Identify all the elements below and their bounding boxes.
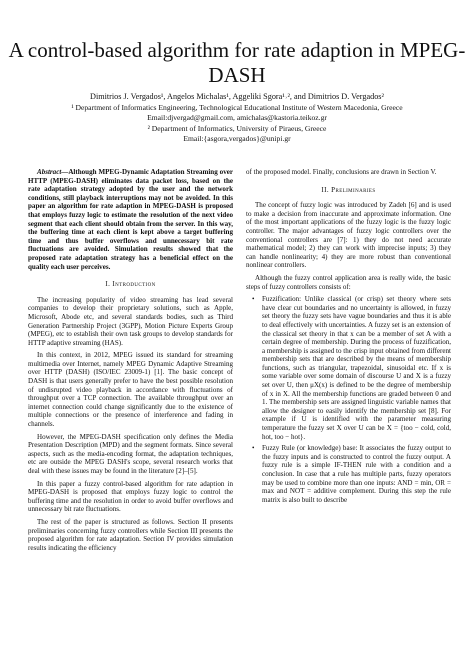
abstract — [28, 168, 233, 271]
paragraph: In this paper a fuzzy control-based algorithm for rate adaption in MPEG-DASH is proposed that employs fuzzy logic to control the buffering time and the resolution in order to avoid buffer overflows and unnecessary bit rate fluctuations. — [28, 479, 233, 514]
list-item-text: Fuzzification: Unlike classical (or crisp) set theory where sets have clear cut boundaries and no uncertainty is allowed, in fuzzy set theory the fuzzy sets have vague boundaries and thus it is able to deal effectively with uncertainties. A fuzzy set is an extension of the classical set theory in that x can be a member of set A with a certain degree of membership. During the process of fuzzification, a membership is assigned to the crisp input obtained from different membership sets that are described by the means of membership functions, such as triangular, trapezoidal, sinusoidal etc. If x is some variable over some domain of discourse U and X is a fuzzy set over U, then μX(x) is defined to be the degree of membership of x in X. All the membership functions are graded between 0 and 1. The membership sets are assigned linguistic variable names that allow the designer to easily identify the membership set [8]. For example if U is identified with the parameter measuring temperature the fuzzy set X over U can be X = {too − cold, cold, hot, too − hot}. — [262, 295, 451, 441]
paragraph: The increasing popularity of video streaming has lead several companies to develop their proprietary solutions, such as Apple, Microsoft, Abode etc, and several standards bodies, such as Third Generation Partnership Project (3GPP), Motion Picture Experts Group (MPEG), etc to establish their own task groups to develop standards for HTTP adaptive streaming (HAS). — [28, 295, 233, 347]
list-item — [246, 295, 451, 441]
section-heading-introduction: I. Introduction — [105, 280, 156, 289]
bullet-icon: • — [252, 295, 255, 304]
paragraph: The concept of fuzzy logic was introduced by Zadeh [6] and is used to make a decision from inaccurate and approximate information. One of the most important applications of the fuzzy logic is the fuzzy logic controller. The major advantages of fuzzy logic controllers over the conventional controllers are [7]: 1) they do not need accurate mathematical model; 2) they can work with imprecise inputs; 3) they can handle nonlinearity; 4) they are more robust than conventional nonlinear controllers. — [246, 201, 451, 270]
email-2: Email:{asgora,vergados}@unipi.gr — [183, 133, 291, 143]
paragraph: The rest of the paper is structured as follows. Section II presents preliminaries concerning fuzzy controllers while Section III presents the proposed algorithm for rate adaptation. Section IV provides simulation results indicating the efficiency — [28, 517, 233, 552]
affiliation-1: ¹ Department of Informatics Engineering, Technological Educational Institute of Western Macedonia, Greece — [71, 103, 403, 113]
paragraph: of the proposed model. Finally, conclusions are drawn in Section V. — [246, 168, 437, 176]
bullet-list — [246, 295, 451, 504]
paragraph: Although the fuzzy control application area is really wide, the basic steps of fuzzy controllers consists of: — [246, 273, 451, 291]
abstract-lead: Abstract — [37, 168, 62, 176]
abstract-text: —Although MPEG-Dynamic Adaptation Streaming over HTTP (MPEG-DASH) eliminates data packet loss, based on the rate adaptation strategy adopted by the user and the network conditions, still playback interruptions may not be avoided. In this paper an algorithm for rate adaption in MPEG-DASH is proposed that employs fuzzy logic to estimate the resolution of the next video segment that each client should obtain from the server. In this way, the buffering time at each client is kept above a target buffering time and thus buffer overflows and unnecessary bit rate fluctuations are avoided. Simulation results showed that the proposed rate adaptation strategy has a beneficial effect on the quality each user perceives. — [28, 168, 233, 271]
list-item-text: Fuzzy Rule (or knowledge) base: It associates the fuzzy output to the fuzzy inputs and is constructed to control the fuzzy output. A fuzzy rule is a simple IF-THEN rule with a condition and a conclusion. In case that a rule has multiple parts, fuzzy operators may be used to combine more than one inputs: AND = min, OR = max and NOT = additive complement. During this step the rule matrix is also built to describe — [262, 444, 451, 504]
paragraph: However, the MPEG-DASH specification only defines the Media Presentation Description (MPD) and the segment formats. Since several aspects, such as the media-encoding format, the adaptation techniques, etc are outside the MPEG DASH's scope, several research works that deal with these issues may be found in the literature [2]–[5]. — [28, 432, 233, 475]
email-1: Email:djvergad@gmail.com, amichalas@kastoria.teikoz.gr — [147, 113, 327, 123]
list-item — [246, 444, 451, 504]
right-column — [246, 168, 451, 507]
paragraph: In this context, in 2012, MPEG issued its standard for streaming multimedia over Internet, namely MPEG Dynamic Adaptive Streaming over HTTP (DASH) (ISO/IEC 23009-1) [1]. The basic concept of DASH is that users generally prefer to have the best possible resolution of undisrupted video playback in accordance with fluctuations of throughput over a TCP connection. The available throughput over an internet connection could change significantly due to the existence of multiple connections or the presence of interference and fading in channels. — [28, 351, 233, 429]
bullet-icon: • — [252, 444, 255, 453]
author-block — [0, 92, 474, 144]
affiliation-2: ² Department of Informatics, University of Piraeus, Greece — [147, 123, 327, 133]
paper-title: A control-based algorithm for rate adaption in MPEG-DASH — [8, 38, 466, 87]
left-column — [28, 168, 233, 556]
section-heading-preliminaries: II. Preliminaries — [321, 185, 376, 194]
author-names: Dimitrios J. Vergados¹, Angelos Michalas¹, Aggeliki Sgora¹˒², and Dimitrios D. Vergados² — [90, 92, 384, 101]
